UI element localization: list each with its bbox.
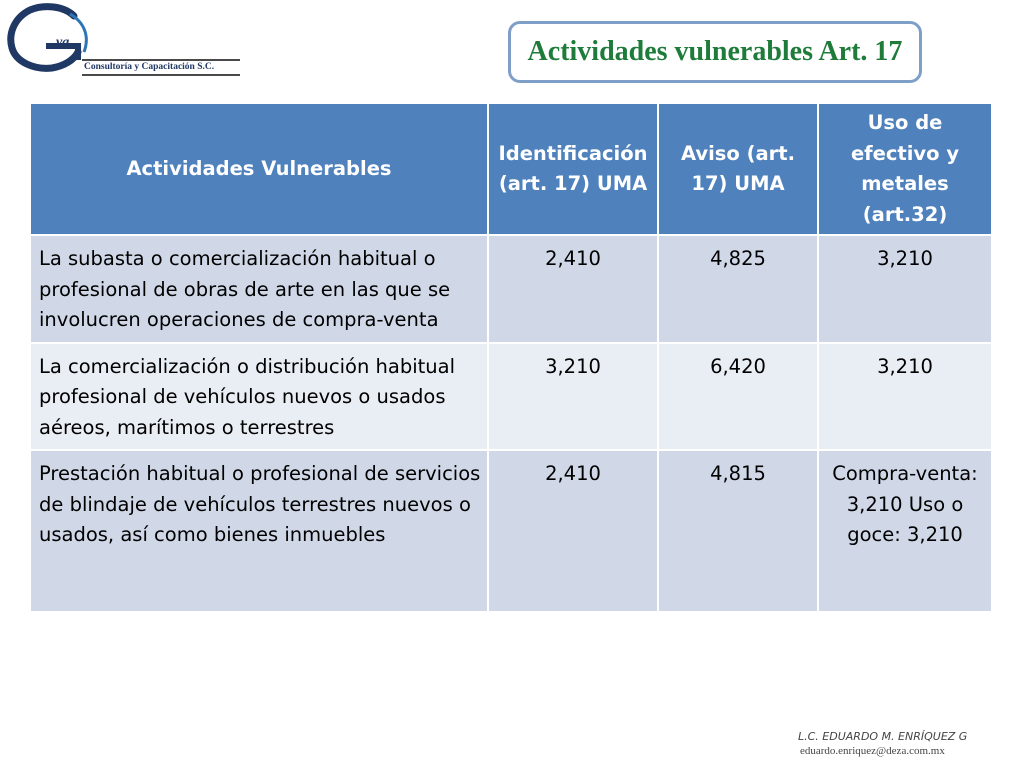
cell-uso-efectivo: Compra-venta: 3,210 Uso o goce: 3,210 (818, 450, 992, 612)
col-header-uso-efectivo: Uso de efectivo y metales (art.32) (818, 103, 992, 235)
table-row (30, 235, 992, 343)
logo-company-name: Consultoría y Capacitación S.C. (84, 62, 215, 72)
col-header-activity: Actividades Vulnerables (30, 103, 488, 235)
cell-activity: La subasta o comercialización habitual o profesional de obras de arte en las que se involucren operaciones de compra-venta (30, 235, 488, 343)
cell-identificacion: 2,410 (488, 235, 658, 343)
table-row (30, 343, 992, 451)
logo-divider-bottom (82, 74, 240, 76)
cell-activity: La comercialización o distribución habitual profesional de vehículos nuevos o usados aéreos, marítimos o terrestres (30, 343, 488, 451)
cell-identificacion: 2,410 (488, 450, 658, 612)
col-header-aviso: Aviso (art. 17) UMA (658, 103, 818, 235)
footer-email[interactable]: eduardo.enriquez@deza.com.mx (800, 745, 945, 757)
footer-author-name: L.C. EDUARDO M. ENRÍQUEZ G (798, 730, 968, 743)
logo-divider (82, 59, 240, 61)
slide-title-box (508, 21, 922, 83)
cell-activity: Prestación habitual o profesional de servicios de blindaje de vehículos terrestres nuevos o usados, así como bienes inmuebles (30, 450, 488, 612)
cell-aviso: 4,815 (658, 450, 818, 612)
cell-aviso: 4,825 (658, 235, 818, 343)
col-header-identificacion: Identificación (art. 17) UMA (488, 103, 658, 235)
logo-va-text: va (56, 35, 70, 50)
vulnerable-activities-table (29, 102, 993, 613)
cell-uso-efectivo: 3,210 (818, 235, 992, 343)
table-header-row (30, 103, 992, 235)
slide-title: Actividades vulnerables Art. 17 (527, 36, 903, 67)
company-logo (4, 2, 244, 80)
cell-uso-efectivo: 3,210 (818, 343, 992, 451)
cell-aviso: 6,420 (658, 343, 818, 451)
cell-identificacion: 3,210 (488, 343, 658, 451)
table-row (30, 450, 992, 612)
